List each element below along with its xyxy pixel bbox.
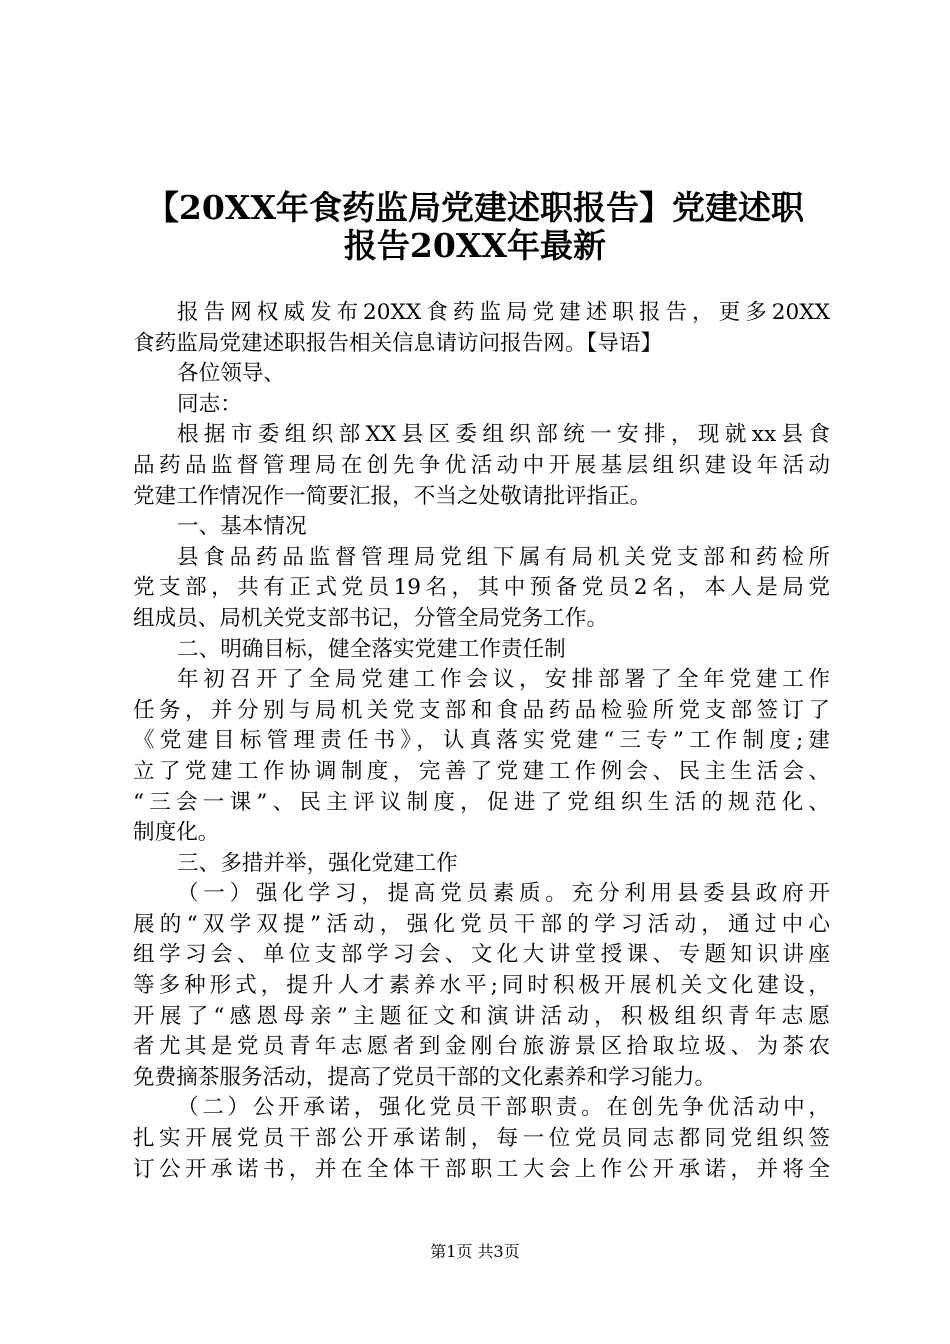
body-line: 立了党建工作协调制度，完善了党建工作例会、民主生活会、 bbox=[133, 758, 830, 784]
body-line: 各位领导、 bbox=[177, 361, 285, 387]
body-line: （一）强化学习，提高党员素质。充分利用县委县政府开 bbox=[177, 881, 830, 907]
body-line: 食药监局党建述职报告相关信息请访问报告网。【导语】 bbox=[133, 330, 663, 356]
body-line: 免费摘茶服务活动，提高了党员干部的文化素养和学习能力。 bbox=[133, 1064, 717, 1090]
body-line: 扎实开展党员干部公开承诺制，每一位党员同志都同党组织签 bbox=[133, 1126, 830, 1152]
body-line: 县食品药品监督管理局党组下属有局机关党支部和药检所 bbox=[177, 544, 830, 570]
body-line: 一、基本情况 bbox=[177, 514, 307, 540]
body-line: 根据市委组织部XX县区委组织部统一安排，现就xx县食 bbox=[177, 422, 830, 448]
body-line: 党支部，共有正式党员19名，其中预备党员2名，本人是局党 bbox=[133, 575, 830, 601]
document-body bbox=[133, 298, 830, 1185]
body-line: 三、多措并举，强化党建工作 bbox=[177, 850, 458, 876]
body-line: “三会一课”、民主评议制度，促进了党组织生活的规范化、 bbox=[133, 789, 830, 815]
body-line: 品药品监督管理局在创先争优活动中开展基层组织建设年活动 bbox=[133, 452, 830, 478]
body-line: 订公开承诺书，并在全体干部职工大会上作公开承诺，并将全 bbox=[133, 1156, 830, 1182]
body-line: 报告网权威发布20XX食药监局党建述职报告，更多20XX bbox=[177, 300, 830, 325]
body-line: 等多种形式，提升人才素养水平;同时积极开展机关文化建设， bbox=[133, 973, 830, 999]
body-line: （二）公开承诺，强化党员干部职责。在创先争优活动中， bbox=[177, 1095, 830, 1121]
body-line: 组成员、局机关党支部书记，分管全局党务工作。 bbox=[133, 605, 609, 631]
body-line: 年初召开了全局党建工作会议，安排部署了全年党建工作 bbox=[177, 667, 830, 693]
body-line: 党建工作情况作一简要汇报，不当之处敬请批评指正。 bbox=[133, 483, 652, 509]
body-line: 展的“双学双提”活动，强化党员干部的学习活动，通过中心 bbox=[133, 911, 830, 937]
body-line: 组学习会、单位支部学习会、文化大讲堂授课、专题知识讲座 bbox=[133, 942, 830, 968]
body-line: 同志： bbox=[177, 391, 242, 417]
body-line: 《党建目标管理责任书》，认真落实党建“三专”工作制度;建 bbox=[133, 728, 830, 754]
page-footer: 第1页 共3页 bbox=[430, 1242, 520, 1261]
body-line: 任务，并分别与局机关党支部和食品药品检验所党支部签订了 bbox=[133, 697, 830, 723]
body-line: 开展了“感恩母亲”主题征文和演讲活动，积极组织青年志愿 bbox=[133, 1003, 830, 1029]
document-title-line-2: 报告20XX年最新 bbox=[343, 226, 607, 265]
body-line: 二、明确目标，健全落实党建工作责任制 bbox=[177, 636, 566, 662]
body-line: 者尤其是党员青年志愿者到金刚台旅游景区拾取垃圾、为茶农 bbox=[133, 1034, 830, 1060]
document-title-line-1: 【20XX年食药监局党建述职报告】党建述职 bbox=[145, 188, 805, 227]
body-line: 制度化。 bbox=[133, 820, 220, 846]
